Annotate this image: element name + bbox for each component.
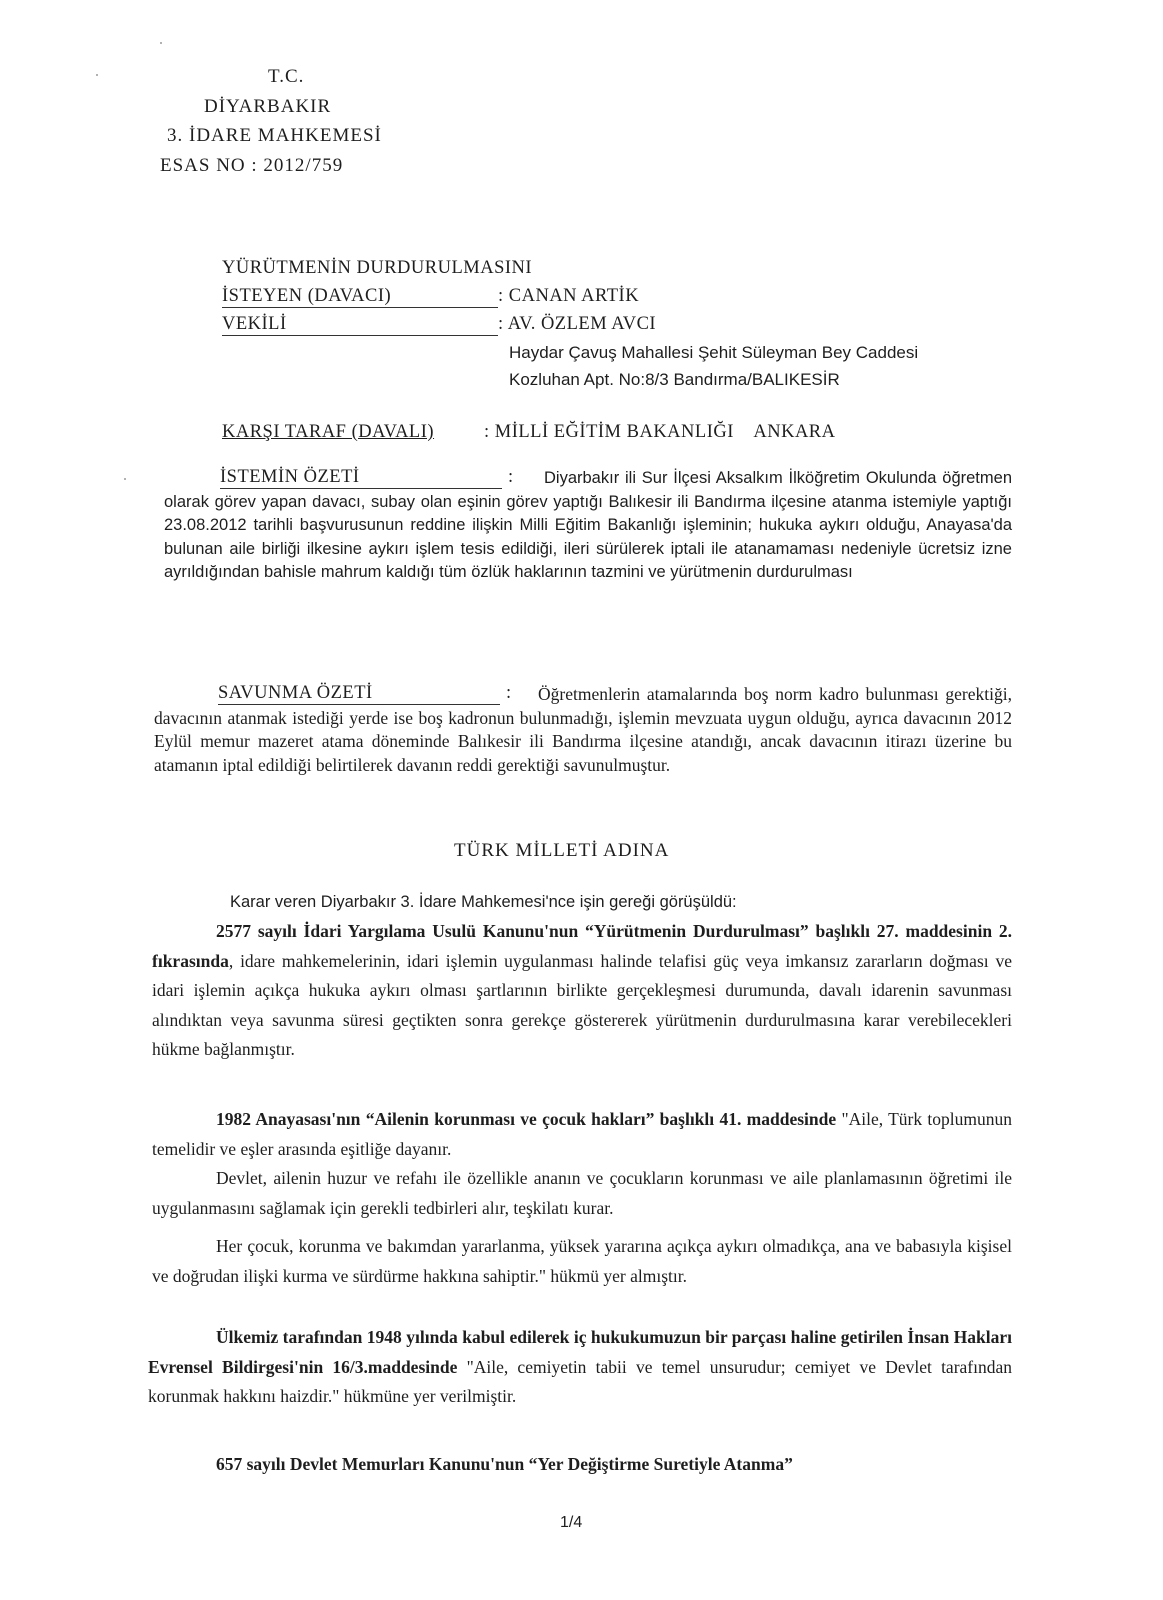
attorney-address-line2: Kozluhan Apt. No:8/3 Bandırma/BALIKESİR bbox=[509, 370, 840, 389]
defense-summary-text: Öğretmenlerin atamalarında boş norm kadro bulunması gerektiği, davacının atanmak istediği yerde ise boş kadronun bulunmadığı, işlemin mevzuata uygun olduğu, ayrıca davacının 2012 Eylül memur mazeret atama döneminde Balıkesir ili Bandırma ilçesine atandığı, ancak davacının itirazı üzerine bu atamanın iptal edildiği belirtilerek davanın reddi gerektiği savunulmuştur. bbox=[154, 684, 1012, 775]
request-title: YÜRÜTMENİN DURDURULMASINI bbox=[222, 258, 533, 278]
attorney-value: : AV. ÖZLEM AVCI bbox=[498, 314, 657, 334]
page-number: 1/4 bbox=[560, 1514, 583, 1531]
scan-speck bbox=[160, 42, 162, 44]
decision-paragraph-2 bbox=[152, 1105, 1012, 1164]
constitution-text: "Aile, Türk toplumunun temelidir ve eşler arasında eşitliğe dayanır. bbox=[152, 1109, 1013, 1159]
header-court: 3. İDARE MAHKEMESİ bbox=[167, 125, 382, 146]
law-2577-reference: 2577 sayılı İdari Yargılama Usulü Kanunu'nun “Yürütmenin Durdurulması” başlıklı 27. maddesinin 2. fıkrasında bbox=[152, 921, 1012, 971]
defense-summary-colon: : bbox=[506, 683, 512, 703]
defense-summary-label: SAVUNMA ÖZETİ bbox=[218, 683, 500, 705]
defendant-value: : MİLLİ EĞİTİM BAKANLIĞI ANKARA bbox=[484, 422, 836, 442]
attorney-label: VEKİLİ bbox=[222, 314, 498, 336]
decision-heading: TÜRK MİLLETİ ADINA bbox=[454, 840, 670, 861]
udhr-reference: Ülkemiz tarafından 1948 yılında kabul edilerek iç hukukumuzun bir parçası haline getirilen İnsan Hakları Evrensel Bildirgesi'nin 16/3.maddesinde bbox=[148, 1327, 1012, 1377]
plaintiff-value: : CANAN ARTİK bbox=[498, 286, 640, 306]
decision-intro: Karar veren Diyarbakır 3. İdare Mahkemesi'nce işin gereği görüşüldü: bbox=[230, 893, 737, 911]
udhr-text: "Aile, cemiyetin tabii ve temel unsurudur; cemiyet ve Devlet tarafından korunmak hakkını haizdir." hükmüne yer verilmiştir. bbox=[148, 1356, 1012, 1406]
decision-paragraph-5 bbox=[148, 1323, 1012, 1412]
plaintiff-label: İSTEYEN (DAVACI) bbox=[222, 286, 498, 308]
law-657-reference: 657 sayılı Devlet Memurları Kanunu'nun “Yer Değiştirme Suretiyle Atanma” bbox=[216, 1454, 793, 1474]
attorney-address-line1: Haydar Çavuş Mahallesi Şehit Süleyman Bey Caddesi bbox=[509, 343, 919, 362]
defendant-label: KARŞI TARAF (DAVALI) bbox=[222, 422, 435, 442]
request-summary-text: Diyarbakır ili Sur İlçesi Aksalkım İlköğretim Okulunda öğretmen olarak görev yapan davacı, subay olan eşinin görev yaptığı Balıkesir ili Bandırma ilçesine atanma istemiyle yaptığı 23.08.2012 tarihli başvurusunun reddine ilişkin Milli Eğitim Bakanlığı işleminin; hukuka aykırı olduğu, Anayasa'da bulunan aile birliği ilkesine aykırı işlem tesis edildiği, ileri sürülerek iptali ile atanamaması nedeniyle ücretsiz izne ayrıldığından bahisle mahrum kaldığı tüm özlük haklarının tazmini ve yürütmenin durdurulması bbox=[164, 469, 1012, 582]
header-city: DİYARBAKIR bbox=[204, 96, 332, 117]
request-summary-label: İSTEMİN ÖZETİ bbox=[220, 467, 502, 489]
scan-speck bbox=[124, 478, 126, 480]
header-tc: T.C. bbox=[268, 66, 305, 87]
law-2577-text: , idare mahkemelerinin, idari işlemin uygulanması halinde telafisi güç veya imkansız zararların doğması ve idari işlemin açıkça hukuka aykırı olması şartlarının birlikte gerçekleşmesi durumunda, davalı idarenin savunması alındıktan veya savunma süresi geçtikten sonra gerekçe göstererek yürütmenin durdurulmasına karar verebilecekleri hükme bağlanmıştır. bbox=[152, 950, 1012, 1059]
decision-paragraph-3: Devlet, ailenin huzur ve refahı ile özellikle ananın ve çocukların korunması ve aile planlamasının öğretimi ile uygulanmasını sağlamak için gerekli tedbirleri alır, teşkilatı kurar. bbox=[152, 1168, 1012, 1218]
decision-paragraph-4: Her çocuk, korunma ve bakımdan yararlanma, yüksek yararına açıkça aykırı olmadıkça, ana ve babasıyla kişisel ve doğrudan ilişki kurma ve sürdürme hakkına sahiptir." hükmü yer almıştır. bbox=[152, 1236, 1012, 1286]
decision-paragraph-1 bbox=[152, 917, 1012, 1065]
scan-speck bbox=[96, 74, 98, 76]
header-case-number: ESAS NO : 2012/759 bbox=[160, 155, 344, 176]
constitution-reference: 1982 Anayasası'nın “Ailenin korunması ve çocuk hakları” başlıklı 41. maddesinde bbox=[216, 1109, 837, 1129]
request-summary-colon: : bbox=[508, 467, 514, 487]
decision-paragraph-6 bbox=[152, 1450, 1012, 1480]
